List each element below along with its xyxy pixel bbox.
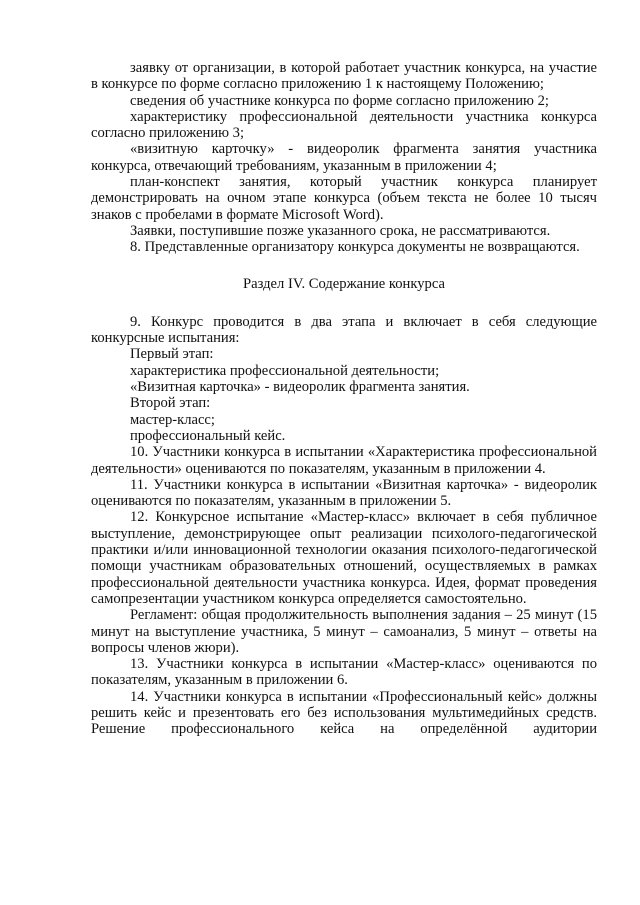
list-item-second-stage: Второй этап: — [130, 395, 211, 412]
paragraph-application-form: заявку от организации, в которой работает участник конкурса, на участие в конкурсе по форме согласно приложению 1 к настоящему Положению; — [91, 60, 597, 93]
paragraph-business-card-video: «визитную карточку» - видеоролик фрагмента занятия участника конкурса, отвечающий требованиям, указанным в приложении 4; — [91, 141, 597, 174]
paragraph-participant-info: сведения об участнике конкурса по форме согласно приложению 2; — [130, 92, 549, 109]
paragraph-13-master-class-evaluation: 13. Участники конкурса в испытании «Мастер-класс» оцениваются по показателям, указанным в приложении 6. — [91, 656, 597, 689]
paragraph-9-stages: 9. Конкурс проводится в два этапа и включает в себя следующие конкурсные испытания: — [91, 313, 597, 347]
paragraph-8-documents-not-returned: 8. Представленные организатору конкурса документы не возвращаются. — [130, 239, 580, 256]
paragraph-10-characteristic-evaluation: 10. Участники конкурса в испытании «Характеристика профессиональной деятельности» оцениваются по показателям, указанным в приложении 4. — [91, 444, 597, 477]
paragraph-14-professional-case: 14. Участники конкурса в испытании «Профессиональный кейс» должны решить кейс и презентовать его без использования мультимедийных средств. Решение профессионального кейса на определённой аудитории — [91, 688, 597, 738]
paragraph-12-master-class: 12. Конкурсное испытание «Мастер-класс» включает в себя публичное выступление, демонстрирующее опыт реализации психолого-педагогической практики и/или инновационной технологии оказания психолого-педагогической помощи участникам образовательных отношений, осуществляемых в рамках профессиональной деятельности участника конкурса. Идея, формат проведения самопрезентации участником конкурса определяется самостоятельно. — [91, 509, 597, 607]
list-item-master-class: мастер-класс; — [130, 411, 215, 428]
document-page — [91, 60, 597, 738]
paragraph-lesson-plan: план-конспект занятия, который участник конкурса планирует демонстрировать на очном этапе конкурса (объем текста не более 10 тысяч знаков с пробелами в формате Microsoft Word). — [91, 174, 597, 223]
list-item-professional-case: профессиональный кейс. — [130, 427, 286, 444]
list-item-business-card: «Визитная карточка» - видеоролик фрагмента занятия. — [130, 379, 470, 396]
paragraph-professional-characteristic: характеристику профессиональной деятельности участника конкурса согласно приложению 3; — [91, 108, 597, 142]
section-heading: Раздел IV. Содержание конкурса — [243, 275, 445, 292]
paragraph-11-business-card-evaluation: 11. Участники конкурса в испытании «Визитная карточка» - видеоролик оцениваются по показателям, указанным в приложении 5. — [91, 476, 597, 510]
list-item-characteristic: характеристика профессиональной деятельности; — [130, 362, 440, 379]
paragraph-late-applications: Заявки, поступившие позже указанного срока, не рассматриваются. — [130, 222, 551, 239]
list-item-first-stage: Первый этап: — [130, 346, 214, 363]
paragraph-regulation: Регламент: общая продолжительность выполнения задания – 25 минут (15 минут на выступление участника, 5 минут – самоанализ, 5 минут – ответы на вопросы членов жюри). — [91, 607, 597, 656]
